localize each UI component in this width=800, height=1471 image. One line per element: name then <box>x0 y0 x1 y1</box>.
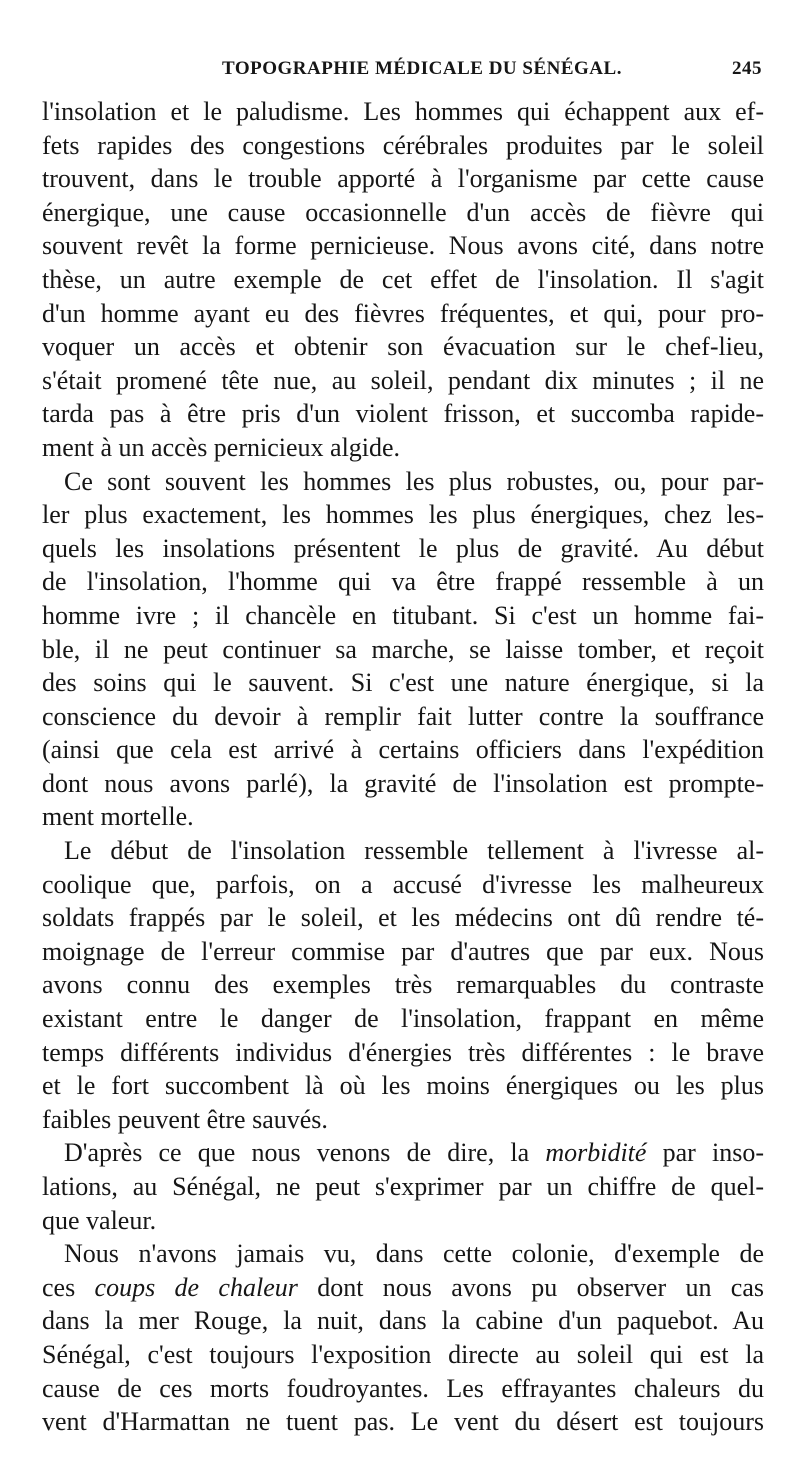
text-segment: D'après ce que nous venons de dire, la <box>64 1138 546 1168</box>
text-line: que valeur. <box>42 1205 157 1235</box>
text-line: faibles peuvent être sauvés. <box>42 1104 328 1134</box>
text-line: l'insolation et le paludisme. Les hommes qui échappent aux ef- <box>42 97 764 126</box>
text-segment: dont nous avons pu observer un cas <box>297 1272 764 1302</box>
running-title: TOPOGRAPHIE MÉDICALE DU SÉNÉGAL. <box>222 58 622 79</box>
text-line: Ce sont souvent les hommes les plus robustes, ou, pour par- <box>64 466 764 496</box>
text-line: et le fort succombent là où les moins énergiques ou les plus <box>42 1071 764 1101</box>
text-line: Le début de l'insolation ressemble tellement à l'ivresse al- <box>64 836 764 866</box>
text-line: existant entre le danger de l'insolation, frappant en même <box>42 1004 764 1034</box>
text-line: thèse, un autre exemple de cet effet de l'insolation. Il s'agit <box>42 264 764 294</box>
text-line: temps différents individus d'énergies très différentes : le brave <box>42 1037 764 1067</box>
text-line: moignage de l'erreur commise par d'autres que par eux. Nous <box>42 936 764 966</box>
text-line: énergique, une cause occasionnelle d'un accès de fièvre qui <box>42 197 764 227</box>
text-line <box>42 1136 764 1170</box>
running-header <box>42 58 762 92</box>
text-line: tarda pas à être pris d'un violent frisson, et succomba rapide- <box>42 399 764 429</box>
text-line: quels les insolations présentent le plus de gravité. Au début <box>42 533 764 563</box>
italic-term: morbidité <box>545 1138 647 1168</box>
text-line: avons connu des exemples très remarquables du contraste <box>42 970 764 1000</box>
text-line: homme ivre ; il chancèle en titubant. Si c'est un homme fai- <box>42 600 764 630</box>
text-line: s'était promené tête nue, au soleil, pendant dix minutes ; il ne <box>42 365 764 395</box>
text-line: ble, il ne peut continuer sa marche, se laisse tomber, et reçoit <box>42 634 764 664</box>
text-line: Nous n'avons jamais vu, dans cette colonie, d'exemple de <box>64 1239 764 1269</box>
text-line: vent d'Harmattan ne tuent pas. Le vent du désert est toujours <box>42 1407 764 1437</box>
text-line: ler plus exactement, les hommes les plus énergiques, chez les- <box>42 500 764 530</box>
text-line: cause de ces morts foudroyantes. Les effrayantes chaleurs du <box>42 1373 764 1403</box>
text-line: coolique que, parfois, on a accusé d'ivresse les malheureux <box>42 869 764 899</box>
text-line: voquer un accès et obtenir son évacuation sur le chef-lieu, <box>42 332 764 362</box>
text-line: soldats frappés par le soleil, et les médecins ont dû rendre té- <box>42 903 764 933</box>
page-number: 245 <box>732 58 762 79</box>
text-line: ment à un accès pernicieux algide. <box>42 432 401 462</box>
text-line: d'un homme ayant eu des fièvres fréquentes, et qui, pour pro- <box>42 298 764 328</box>
text-segment: ces <box>42 1272 95 1302</box>
italic-term: coups de chaleur <box>94 1272 298 1302</box>
text-line: souvent revêt la forme pernicieuse. Nous avons cité, dans notre <box>42 231 764 261</box>
text-line: dont nous avons parlé), la gravité de l'insolation est prompte- <box>42 768 764 798</box>
text-line: ment mortelle. <box>42 802 194 832</box>
body-text <box>42 95 764 1439</box>
text-line: de l'insolation, l'homme qui va être frappé ressemble à un <box>42 567 764 597</box>
text-line: Sénégal, c'est toujours l'exposition directe au soleil qui est la <box>42 1339 764 1369</box>
text-line: (ainsi que cela est arrivé à certains officiers dans l'expédition <box>42 735 764 765</box>
text-line: trouvent, dans le trouble apporté à l'organisme par cette cause <box>42 164 764 194</box>
text-line <box>42 1271 764 1305</box>
text-line: dans la mer Rouge, la nuit, dans la cabine d'un paquebot. Au <box>42 1306 764 1336</box>
text-line: conscience du devoir à remplir fait lutter contre la souffrance <box>42 701 764 731</box>
text-line: des soins qui le sauvent. Si c'est une nature énergique, si la <box>42 668 764 698</box>
text-line: fets rapides des congestions cérébrales produites par le soleil <box>42 130 764 160</box>
text-segment: par inso- <box>646 1138 764 1168</box>
text-line: lations, au Sénégal, ne peut s'exprimer par un chiffre de quel- <box>42 1172 764 1201</box>
